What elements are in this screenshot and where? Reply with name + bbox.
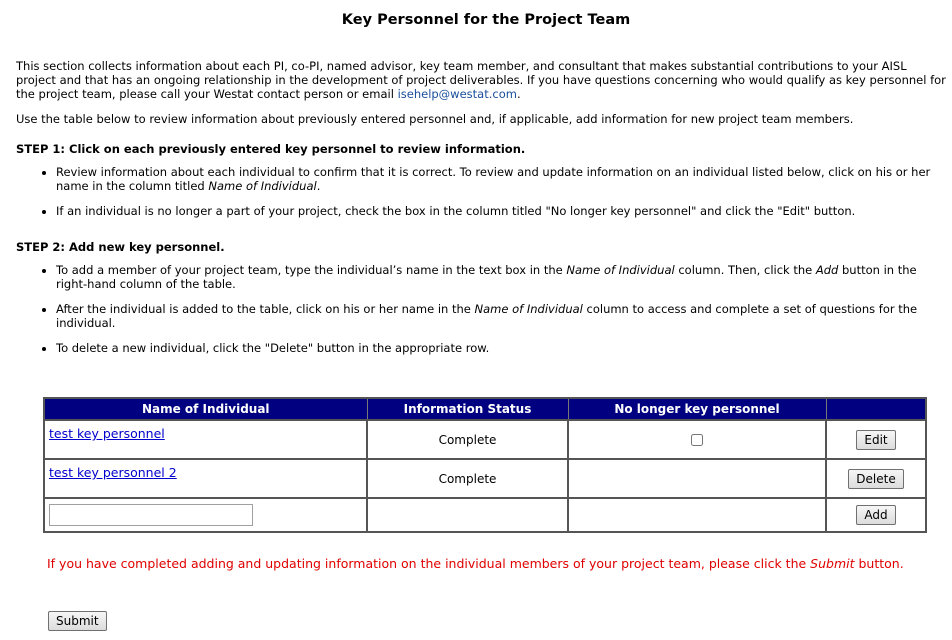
name-input-cell [44,498,367,532]
action-cell [826,459,926,498]
no-longer-cell [568,420,826,459]
table-row [44,420,926,459]
table-row [44,459,926,498]
table-header-row [44,398,926,420]
step1-bullet-review [40,166,945,193]
notice-emphasis: Submit [810,556,855,571]
header-action [826,398,926,420]
status-cell-empty [367,498,568,532]
step2-bullet-complete [40,303,945,330]
bullet-text: button in the right-hand column of the table. [56,263,917,291]
no-longer-checkbox[interactable] [691,434,703,446]
bullet-emphasis: Add [815,263,839,277]
status-cell: Complete [367,420,568,459]
intro-paragraph [16,59,950,101]
bullet-emphasis: Name of Individual [208,178,317,193]
notice-text: button. [854,556,904,571]
step2-heading: STEP 2: Add new key personnel. [16,240,225,254]
no-longer-cell-empty [568,498,826,532]
step1-heading: STEP 1: Click on each previously entered key personnel to review information. [16,142,526,156]
action-cell [826,498,926,532]
page-title: Key Personnel for the Project Team [341,12,631,28]
bullet-emphasis: Name of Individual [566,263,675,277]
header-no-longer: No longer key personnel [568,398,826,420]
submit-button[interactable]: Submit [48,611,107,631]
header-status: Information Status [367,398,568,420]
notice-text: If you have completed adding and updating information on the individual members of your project team, please click the [47,556,811,571]
bullet-text: After the individual is added to the table, click on his or her name in the [56,302,475,316]
name-cell [44,459,367,498]
personnel-name-link[interactable]: test key personnel 2 [49,465,177,480]
bullet-emphasis: Name of Individual [474,302,583,316]
action-cell [826,420,926,459]
bullet-text: Review information about each individual to confirm that it is correct. To review and update information on an individual listed below, click on his or her name in the column titled [56,165,931,193]
email-link[interactable]: isehelp@westat.com [397,87,517,101]
table-row-new [44,498,926,532]
step2-bullet-delete: To delete a new individual, click the "Delete" button in the appropriate row. [40,342,945,356]
status-cell: Complete [367,459,568,498]
header-name: Name of Individual [44,398,367,420]
instructions-paragraph: Use the table below to review information about previously entered personnel and, if applicable, add information for new project team members. [16,112,854,126]
intro-text-end: . [516,87,521,101]
bullet-text: . [316,178,321,193]
bullet-text: column to access and complete a set of questions for the individual. [56,302,918,330]
step2-bullets [40,264,945,356]
step2-bullet-add [40,264,945,291]
step1-bullets [40,166,945,219]
no-longer-cell [568,459,826,498]
new-name-input[interactable] [49,504,253,526]
name-cell [44,420,367,459]
intro-text: This section collects information about each PI, co-PI, named advisor, key team member, and consultant that makes substantial contributions to your AISL project and that has an ongoing relationship in the development of project deliverables. If you have questions concerning who would qualify as key personnel for the project team, please call your Westat contact person or email [16,59,946,101]
submit-notice [47,556,904,571]
step1-bullet-remove: If an individual is no longer a part of your project, check the box in the column titled "No longer key personnel" and click the "Edit" button. [40,205,945,219]
bullet-text: To add a member of your project team, type the individual’s name in the text box in the [56,263,567,277]
personnel-name-link[interactable]: test key personnel [49,426,165,441]
bullet-text: column. Then, click the [674,263,816,277]
edit-button[interactable]: Edit [856,430,895,450]
add-button[interactable]: Add [856,505,895,525]
key-personnel-table [43,397,927,533]
delete-button[interactable]: Delete [848,469,903,489]
